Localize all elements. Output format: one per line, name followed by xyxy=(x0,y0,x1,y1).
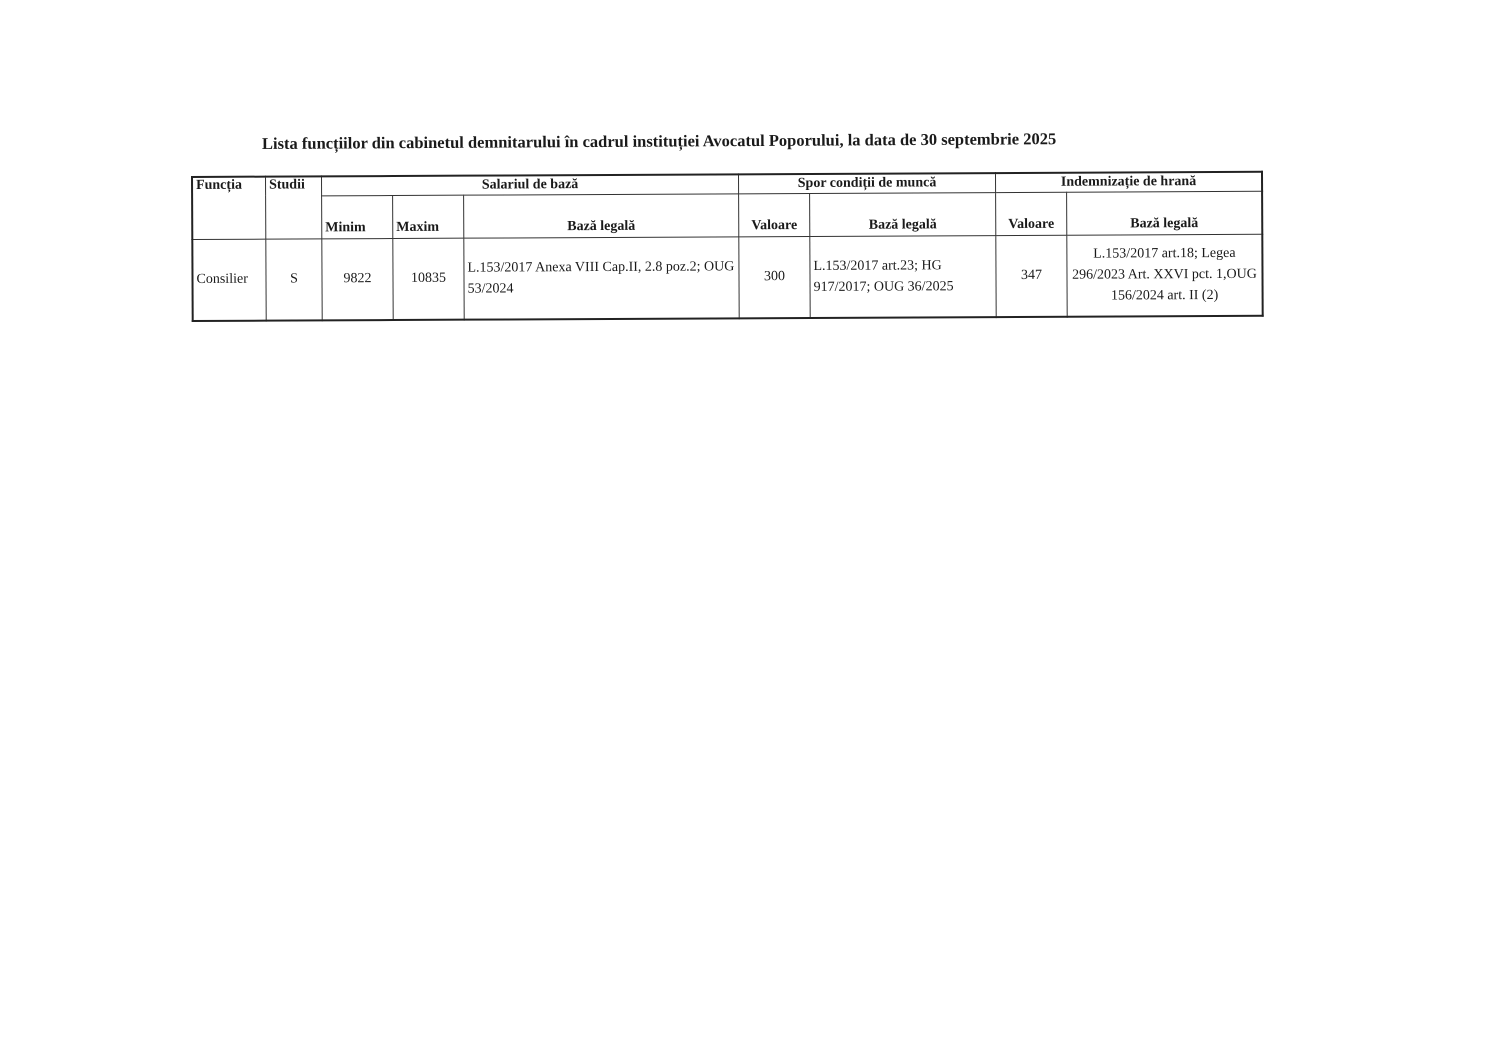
table-container xyxy=(191,171,1264,322)
cell-functia: Consilier xyxy=(192,239,266,321)
cell-valoare-spor: 300 xyxy=(739,236,810,318)
header-minim: Minim xyxy=(322,195,393,238)
header-spor-conditii: Spor condiții de muncă xyxy=(738,173,995,193)
header-valoare-hrana: Valoare xyxy=(996,192,1067,235)
cell-baza-legala-hrana: L.153/2017 art.18; Legea 296/2023 Art. XXVI pct. 1,OUG 156/2024 art. II (2) xyxy=(1067,234,1263,317)
header-row-sub xyxy=(192,191,1262,239)
positions-table xyxy=(191,171,1264,322)
header-baza-legala-hrana: Bază legală xyxy=(1067,191,1263,235)
cell-maxim: 10835 xyxy=(393,238,464,320)
header-studii: Studii xyxy=(266,176,322,238)
cell-minim: 9822 xyxy=(322,238,393,320)
cell-baza-legala-spor: L.153/2017 art.23; HG 917/2017; OUG 36/2025 xyxy=(810,235,996,318)
header-maxim: Maxim xyxy=(393,195,464,238)
header-indemnizatie-hrana: Indemnizație de hrană xyxy=(995,172,1262,192)
header-baza-legala-spor: Bază legală xyxy=(810,192,996,236)
table-row xyxy=(192,234,1262,321)
header-baza-legala-salariu: Bază legală xyxy=(464,193,739,237)
page-title: Lista funcțiilor din cabinetul demnitarului în cadrul instituției Avocatul Poporului, la data de 30 septembrie 2025 xyxy=(261,129,1057,153)
header-functia: Funcția xyxy=(192,177,266,239)
cell-studii: S xyxy=(266,238,322,320)
header-valoare-spor: Valoare xyxy=(739,193,810,236)
header-salariul-de-baza: Salariul de bază xyxy=(322,174,739,195)
cell-baza-legala-salariu: L.153/2017 Anexa VIII Cap.II, 2.8 poz.2; OUG 53/2024 xyxy=(464,236,739,319)
cell-valoare-hrana: 347 xyxy=(996,235,1067,317)
